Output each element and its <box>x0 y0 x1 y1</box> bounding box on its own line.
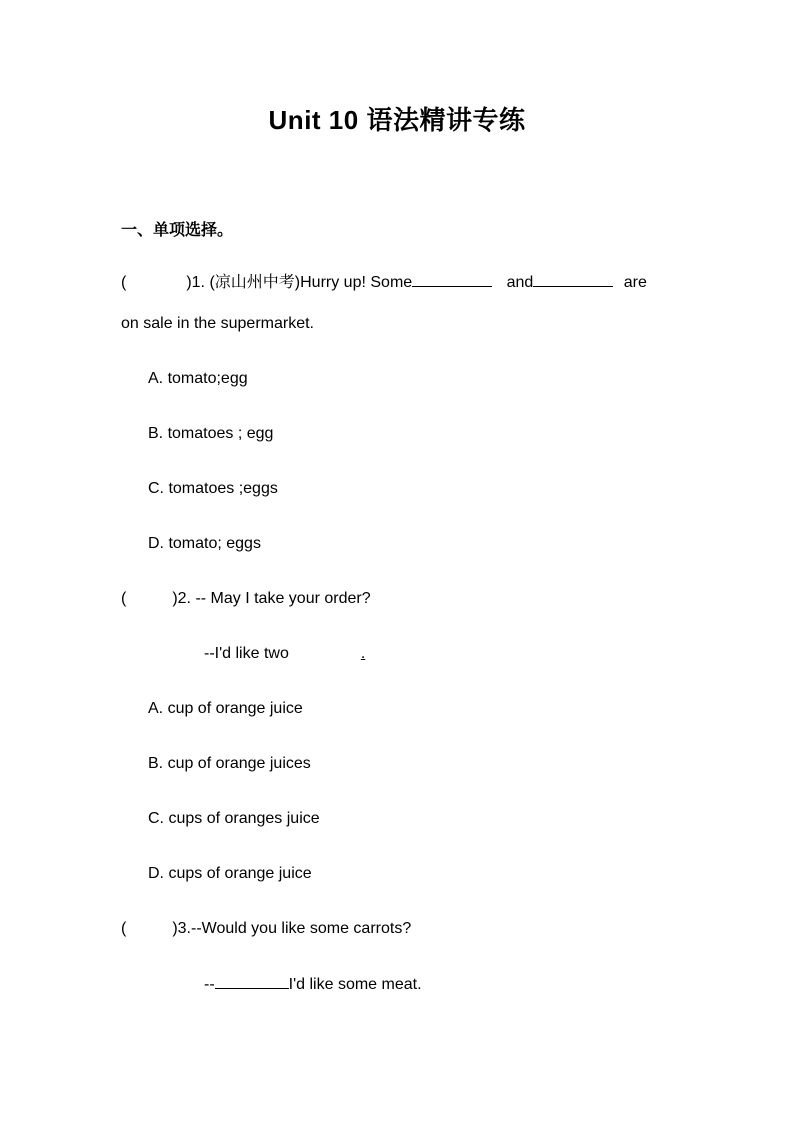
answer-paren-open: ( <box>121 590 127 607</box>
dialogue-text: -- <box>204 976 215 993</box>
question-3-answer-line <box>204 974 422 995</box>
question-2-stem <box>121 589 371 609</box>
dialogue-text: I'd like some meat. <box>288 976 422 993</box>
option-d: D. cups of orange juice <box>148 865 312 882</box>
question-text: )2. -- May I take your order? <box>172 590 371 607</box>
option-b: B. tomatoes ; egg <box>148 425 274 442</box>
fill-blank <box>412 272 492 287</box>
question-source: (凉山州中考) <box>209 274 301 291</box>
dialogue-text: --I'd like two <box>204 645 289 662</box>
question-text: are <box>619 274 647 291</box>
question-3-stem <box>121 919 411 939</box>
option-a: A. tomato;egg <box>148 370 248 387</box>
option-d: D. tomato; eggs <box>148 535 261 552</box>
answer-paren-open: ( <box>121 274 127 291</box>
fill-blank <box>533 272 613 287</box>
question-number: )1. <box>186 274 210 291</box>
section-heading: 一、单项选择。 <box>121 222 234 239</box>
option-c: C. tomatoes ;eggs <box>148 480 278 497</box>
answer-paren-open: ( <box>121 920 127 937</box>
fill-blank-underlined: . <box>360 645 366 662</box>
page-title: Unit 10 语法精讲专练 <box>268 105 526 135</box>
question-text: Hurry up! Some <box>300 274 413 291</box>
question-text: and <box>502 274 534 291</box>
option-a: A. cup of orange juice <box>148 700 303 717</box>
question-1-stem-continued: on sale in the supermarket. <box>121 315 314 332</box>
question-1-stem <box>121 272 647 293</box>
option-c: C. cups of oranges juice <box>148 810 320 827</box>
question-text: )3.--Would you like some carrots? <box>172 920 412 937</box>
option-b: B. cup of orange juices <box>148 755 311 772</box>
fill-blank <box>215 974 289 989</box>
question-2-answer-line <box>204 644 365 664</box>
